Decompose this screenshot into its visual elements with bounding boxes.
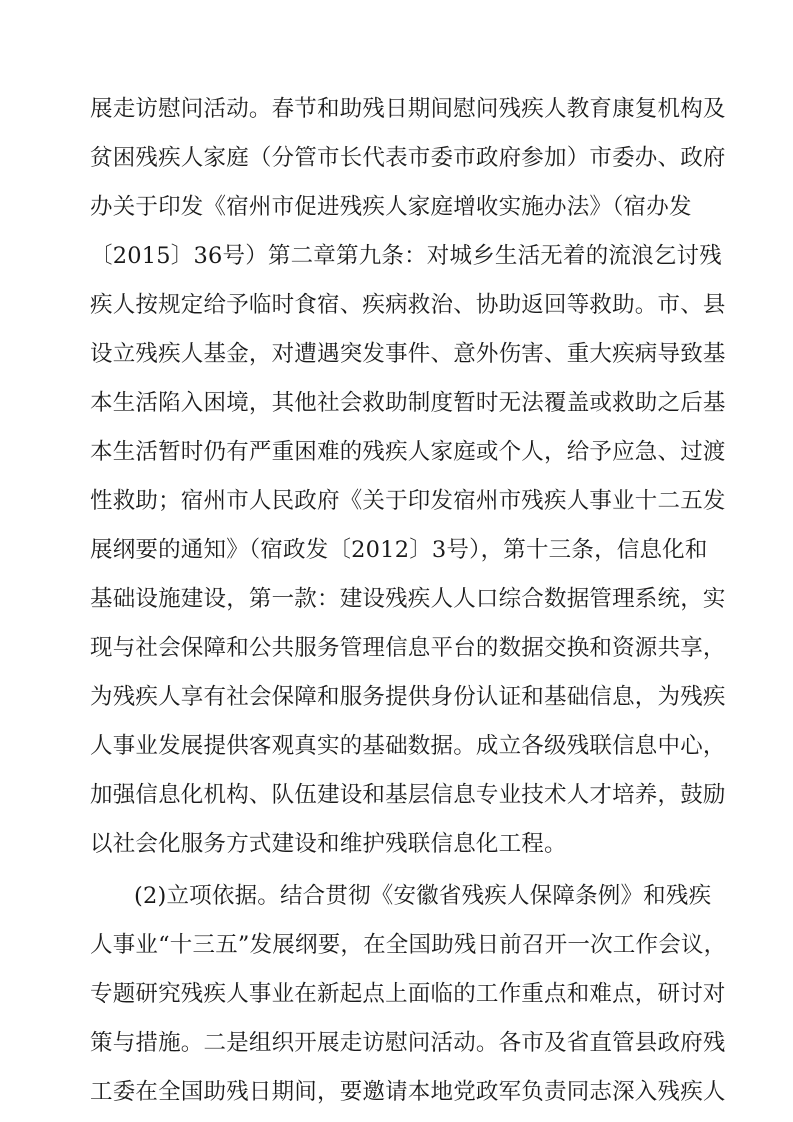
text-line: 工委在全国助残日期间，要邀请本地党政军负责同志深入残疾人	[90, 1079, 726, 1105]
text-line: 本生活陷入困境，其他社会救助制度暂时无法覆盖或救助之后基	[90, 390, 726, 416]
text-line: 展走访慰问活动。春节和助残日期间慰问残疾人教育康复机构及	[90, 96, 726, 122]
text-line: 性救助；宿州市人民政府《关于印发宿州市残疾人事业十二五发	[90, 488, 726, 514]
text-line: 设立残疾人基金，对遭遇突发事件、意外伤害、重大疾病导致基	[90, 341, 726, 367]
paragraph-first-line: (2)立项依据。结合贯彻《安徽省残疾人保障条例》和残疾	[134, 883, 712, 909]
text-line: 现与社会保障和公共服务管理信息平台的数据交换和资源共享，	[90, 635, 726, 661]
text-line: 策与措施。二是组织开展走访慰问活动。各市及省直管县政府残	[90, 1030, 726, 1056]
text-line: 人事业发展提供客观真实的基础数据。成立各级残联信息中心，	[90, 733, 726, 759]
text-line: 加强信息化机构、队伍建设和基层信息专业技术人才培养，鼓励	[90, 782, 726, 808]
text-line: 办关于印发《宿州市促进残疾人家庭增收实施办法》（宿办发	[90, 194, 692, 220]
text-line: 〔2015〕36号）第二章第九条：对城乡生活无着的流浪乞讨残	[90, 243, 722, 269]
text-line: 贫困残疾人家庭（分管市长代表市委市政府参加）市委办、政府	[90, 145, 726, 171]
text-line: 疾人按规定给予临时食宿、疾病救治、协助返回等救助。市、县	[90, 292, 726, 318]
text-line: 本生活暂时仍有严重困难的残疾人家庭或个人，给予应急、过渡	[90, 439, 726, 465]
text-line: 以社会化服务方式建设和维护残联信息化工程。	[90, 831, 567, 857]
text-line: 基础设施建设，第一款：建设残疾人人口综合数据管理系统，实	[90, 586, 726, 612]
text-line: 人事业“十三五”发展纲要，在全国助残日前召开一次工作会议，	[90, 932, 727, 958]
text-line: 专题研究残疾人事业在新起点上面临的工作重点和难点，研讨对	[90, 981, 726, 1007]
text-line: 展纲要的通知》（宿政发〔2012〕3号），第十三条，信息化和	[90, 537, 708, 563]
text-line: 为残疾人享有社会保障和服务提供身份认证和基础信息，为残疾	[90, 684, 726, 710]
